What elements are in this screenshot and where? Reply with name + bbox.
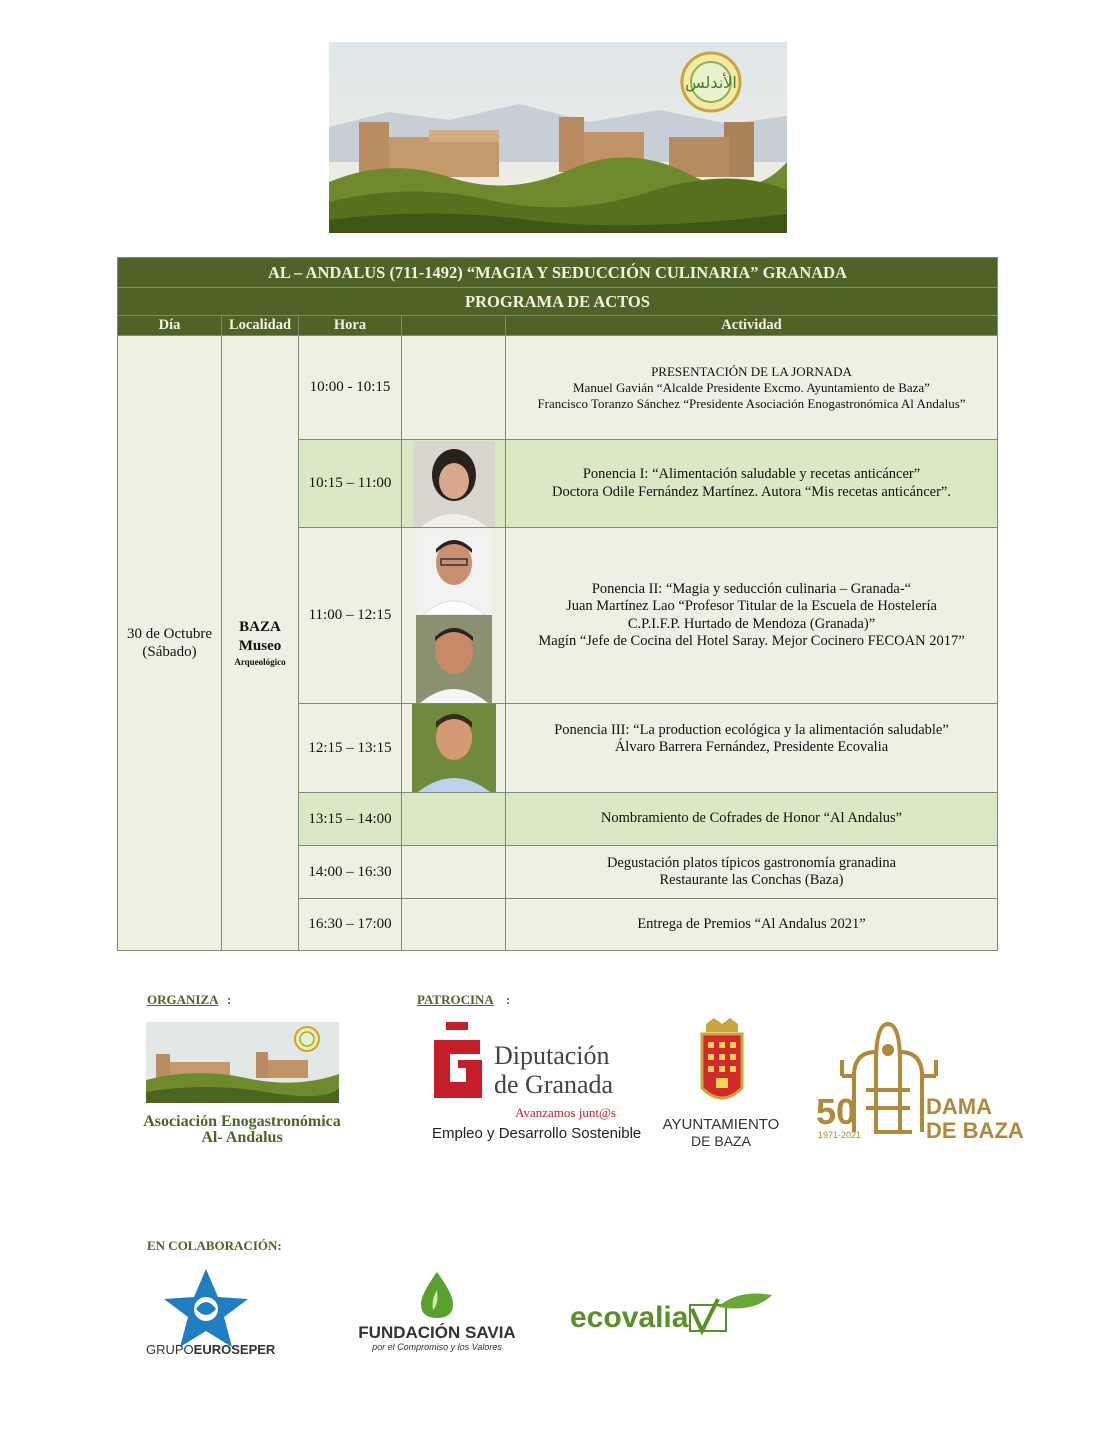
activity-line: PRESENTACIÓN DE LA JORNADA xyxy=(651,363,852,379)
euroseper-part1: GRUPO xyxy=(146,1342,194,1357)
organiza-label xyxy=(147,992,219,1008)
activity-line: Restaurante las Conchas (Baza) xyxy=(659,872,844,888)
ayuntamiento-line2: DE BAZA xyxy=(691,1133,751,1149)
patrocina-colon: : xyxy=(506,992,511,1007)
location-venue: Museo xyxy=(238,638,282,654)
ecovalia-logo xyxy=(568,1287,778,1337)
activity-line: Ponencia III: “La production ecológica y la alimentación saludable” xyxy=(554,721,949,738)
activity-line: Juan Martínez Lao “Profesor Titular de la Escuela de Hostelería xyxy=(566,598,937,614)
column-hora: Hora xyxy=(299,316,402,336)
activity-cell xyxy=(506,899,998,951)
activity-line: Magín “Jefe de Cocina del Hotel Saray. Mejor Cocinero FECOAN 2017” xyxy=(538,633,965,649)
photo-cell-empty xyxy=(402,336,506,440)
dama-years: 1971-2021 xyxy=(818,1130,862,1140)
activity-line: Degustación platos típicos gastronomía granadina xyxy=(606,854,897,871)
activity-line: Francisco Toranzo Sánchez “Presidente Asociación Enogastronómica Al Andalus” xyxy=(537,395,966,411)
program-subtitle: PROGRAMA DE ACTOS xyxy=(118,288,998,316)
speaker-photo-odile xyxy=(413,441,495,527)
column-dia: Día xyxy=(118,316,222,336)
dama-line1: DAMA xyxy=(926,1094,992,1119)
time-cell: 10:15 – 11:00 xyxy=(299,440,402,528)
speaker-photo-cell xyxy=(402,440,506,528)
speaker-photo-cell xyxy=(402,704,506,793)
svg-text:الأندلس: الأندلس xyxy=(685,73,737,92)
location-city: BAZA xyxy=(239,619,281,635)
time-cell: 12:15 – 13:15 xyxy=(299,704,402,793)
time-cell: 10:00 - 10:15 xyxy=(299,336,402,440)
patrocina-label xyxy=(417,992,494,1008)
asociacion-name-line1: Asociación Enogastronómica xyxy=(143,1113,341,1130)
activity-line: Ponencia II: “Magia y seducción culinaria – Granada-“ xyxy=(591,580,912,597)
time-cell: 16:30 – 17:00 xyxy=(299,899,402,951)
speaker-photo-magin xyxy=(416,615,492,703)
day-cell xyxy=(118,336,222,951)
asociacion-logo-image xyxy=(146,1022,339,1103)
colaboracion-label: EN COLABORACIÓN: xyxy=(147,1238,282,1253)
diputacion-granada-logo xyxy=(428,1020,642,1145)
organiza-colon: : xyxy=(227,992,232,1007)
time-cell: 11:00 – 12:15 xyxy=(299,528,402,704)
location-cell xyxy=(222,336,299,951)
column-header-row xyxy=(118,316,998,336)
activity-line: C.P.I.F.P. Hurtado de Mendoza (Granada)” xyxy=(627,615,876,632)
speaker-photo-juan xyxy=(417,529,491,615)
activity-cell xyxy=(506,793,998,846)
diputacion-line2: de Granada xyxy=(494,1070,614,1099)
day-date: 30 de Octubre xyxy=(127,626,212,642)
grupo-euroseper-logo xyxy=(144,1265,276,1360)
activity-cell xyxy=(506,440,998,528)
time-cell: 13:15 – 14:00 xyxy=(299,793,402,846)
diputacion-tagline: Avanzamos junt@s xyxy=(515,1105,616,1120)
activity-line: Álvaro Barrera Fernández, Presidente Ecovalia xyxy=(614,739,889,756)
diputacion-line1: Diputación xyxy=(494,1041,610,1070)
photo-cell-empty xyxy=(402,846,506,899)
activity-cell xyxy=(506,528,998,704)
euroseper-part2: EUROSEPER xyxy=(193,1342,276,1357)
fundacion-savia-logo xyxy=(347,1268,527,1352)
program-title: AL – ANDALUS (711-1492) “MAGIA Y SEDUCCIÓN CULINARIA” GRANADA xyxy=(118,258,998,288)
program-table xyxy=(117,257,998,951)
activity-cell xyxy=(506,336,998,440)
dama-baza-logo xyxy=(814,1020,1024,1143)
day-weekday: (Sábado) xyxy=(142,644,197,660)
patrocina-label-text: PATROCINA xyxy=(417,992,494,1007)
photo-cell-empty xyxy=(402,899,506,951)
ecovalia-name: ecovalia xyxy=(570,1301,689,1334)
activity-line: Ponencia I: “Alimentación saludable y recetas anticáncer” xyxy=(582,466,921,482)
ayuntamiento-baza-logo xyxy=(664,1018,779,1150)
activity-cell xyxy=(506,846,998,899)
activity-line: Nombramiento de Cofrades de Honor “Al Andalus” xyxy=(600,810,903,827)
table-row xyxy=(118,336,998,440)
organiza-label-text: ORGANIZA xyxy=(147,992,219,1007)
activity-cell xyxy=(506,704,998,793)
time-cell: 14:00 – 16:30 xyxy=(299,846,402,899)
asociacion-name-line2: Al- Andalus xyxy=(201,1129,283,1146)
dama-number: 50 xyxy=(816,1091,857,1132)
activity-line: Doctora Odile Fernández Martínez. Autora “Mis recetas anticáncer”. xyxy=(552,483,951,500)
savia-line2: por el Compromiso y los Valores xyxy=(372,1342,502,1352)
asociacion-name xyxy=(117,1114,367,1146)
dama-line2: DE BAZA xyxy=(926,1118,1024,1143)
ayuntamiento-line1: AYUNTAMIENTO xyxy=(662,1116,780,1133)
location-venue-detail: Arqueológico xyxy=(234,657,286,667)
activity-line: Entrega de Premios “Al Andalus 2021” xyxy=(637,915,866,932)
speaker-photo-cell xyxy=(402,528,506,704)
photo-cell-empty xyxy=(402,793,506,846)
column-photo xyxy=(402,316,506,336)
savia-line1: FUNDACIÓN SAVIA xyxy=(358,1323,516,1342)
alhambra-banner xyxy=(329,42,787,233)
column-localidad: Localidad xyxy=(222,316,299,336)
svg-text:GRUPOEUROSEPER xyxy=(146,1342,276,1357)
activity-line: Manuel Gavián “Alcalde Presidente Excmo. Ayuntamiento de Baza” xyxy=(573,379,930,395)
diputacion-sub: Empleo y Desarrollo Sostenible xyxy=(432,1125,642,1142)
column-actividad: Actividad xyxy=(506,316,998,336)
speaker-photo-alvaro xyxy=(412,704,496,792)
